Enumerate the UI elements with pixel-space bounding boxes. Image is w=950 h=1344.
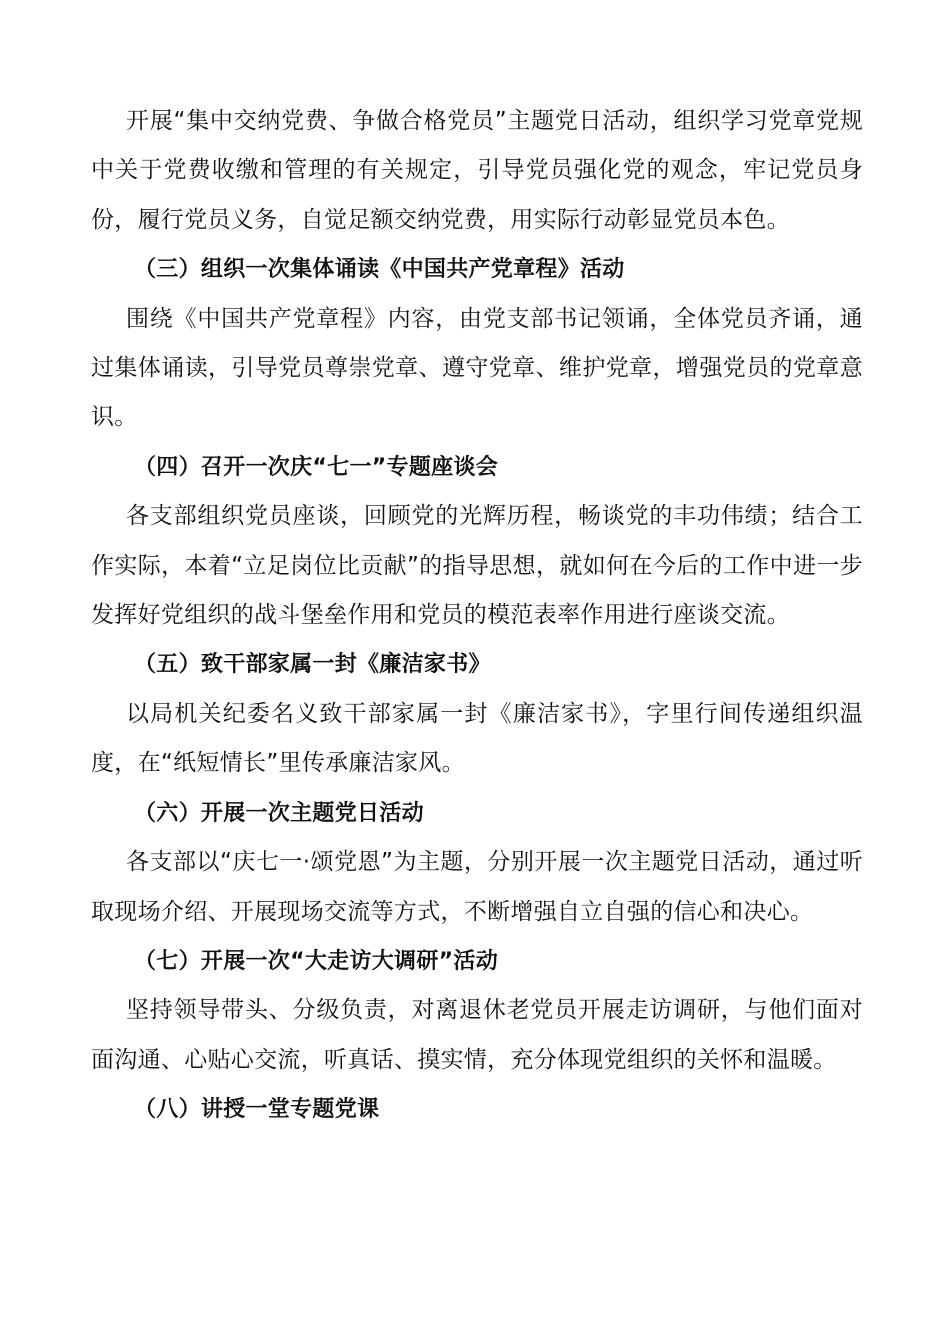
section-heading-4: （四）召开一次庆“七一”专题座谈会 (134, 454, 499, 480)
paragraph-theme-day: 各支部以“庆七一·颂党恩”为主题，分别开展一次主题党日活动，通过听取现场介绍、开展现场交流等方式，不断增强自立自强的信心和决心。 (91, 849, 863, 925)
paragraph-party-dues: 开展“集中交纳党费、争做合格党员”主题党日活动，组织学习党章党规中关于党费收缴和管理的有关规定，引导党员强化党的观念，牢记党员身份，履行党员义务，自觉足额交纳党费，用实际行动彰显党员本色。 (91, 108, 863, 233)
paragraph-symposium: 各支部组织党员座谈，回顾党的光辉历程，畅谈党的丰功伟绩；结合工作实际，本着“立足岗位比贡献”的指导思想，就如何在今后的工作中进一步发挥好党组织的战斗堡垒作用和党员的模范表率作用进行座谈交流。 (91, 503, 863, 629)
paragraph-visits: 坚持领导带头、分级负责，对离退休老党员开展走访调研，与他们面对面沟通、心贴心交流，听真话、摸实情，充分体现党组织的关怀和温暖。 (91, 997, 863, 1073)
document-body (91, 97, 863, 1135)
section-heading-8: （八）讲授一堂专题党课 (134, 1097, 380, 1123)
section-heading-6: （六）开展一次主题党日活动 (134, 800, 424, 826)
paragraph-charter-reading: 围绕《中国共产党章程》内容，由党支部书记领诵，全体党员齐诵，通过集体诵读，引导党员尊崇党章、遵守党章、维护党章，增强党员的党章意识。 (91, 305, 863, 431)
paragraph-integrity-letter: 以局机关纪委名义致干部家属一封《廉洁家书》，字里行间传递组织温度，在“纸短情长”里传承廉洁家风。 (91, 700, 863, 777)
section-heading-5: （五）致干部家属一封《廉洁家书》 (134, 652, 491, 678)
section-heading-3: （三）组织一次集体诵读《中国共产党章程》活动 (134, 257, 625, 283)
section-heading-7: （七）开展一次“大走访大调研”活动 (134, 948, 499, 974)
